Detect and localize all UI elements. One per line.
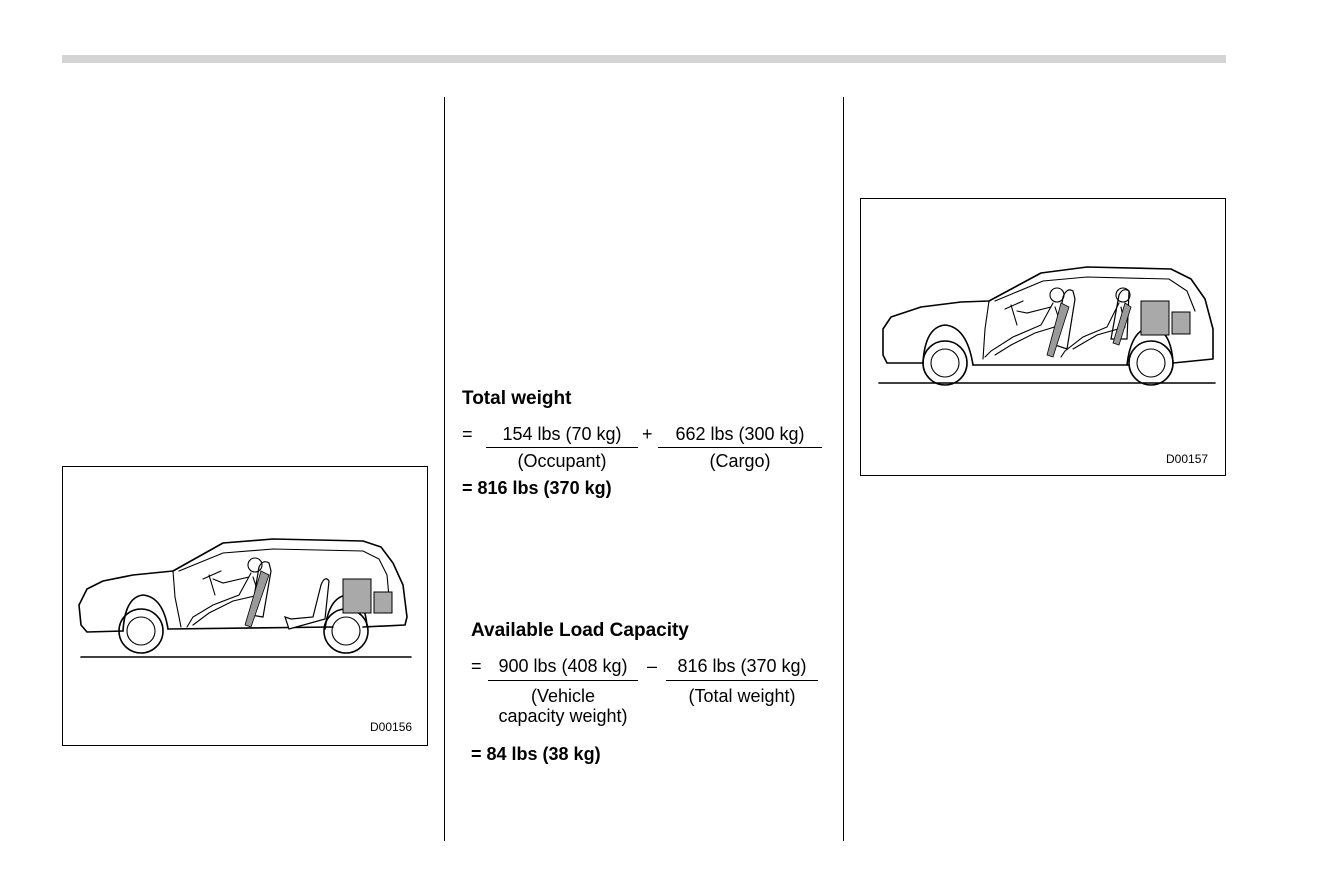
- car-illustration-driver-cargo: [63, 467, 427, 745]
- rear-wheel: [324, 609, 368, 653]
- figure-code: D00156: [370, 720, 413, 734]
- minus-sign: –: [647, 656, 658, 676]
- header-bar: [62, 55, 1226, 63]
- figure-code: D00157: [1166, 452, 1209, 466]
- plus-sign: +: [642, 424, 653, 444]
- figure-driver-cargo: [62, 466, 428, 746]
- total-weight-result: = 816 lbs (370 kg): [462, 478, 612, 498]
- cargo-box-large: [1141, 301, 1169, 335]
- vehicle-capacity-label: [478, 686, 648, 726]
- vehicle-label-line-1: (Vehicle: [530, 686, 596, 706]
- fraction-line: [666, 680, 818, 681]
- column-divider-2: [843, 97, 844, 841]
- equals-sign: =: [471, 656, 482, 676]
- rear-wheel: [1129, 341, 1173, 385]
- cargo-label: (Cargo): [709, 451, 771, 471]
- total-weight-label: (Total weight): [688, 686, 796, 706]
- steering-wheel: [203, 571, 221, 595]
- occupant-weight-value: 154 lbs (70 kg): [502, 424, 622, 444]
- driver-head: [1050, 288, 1064, 302]
- car-illustration-driver-passenger-cargo: [861, 199, 1225, 475]
- fraction-line: [658, 447, 822, 448]
- occupant-label: (Occupant): [517, 451, 607, 471]
- cargo-weight-value: 662 lbs (300 kg): [675, 424, 805, 444]
- fraction-line: [486, 447, 638, 448]
- cargo-box-small: [374, 592, 392, 613]
- available-load-result: = 84 lbs (38 kg): [471, 744, 601, 764]
- vehicle-label-line-2: capacity weight): [498, 706, 628, 726]
- column-divider-1: [444, 97, 445, 841]
- cargo-box-large: [343, 579, 371, 613]
- available-load-title: Available Load Capacity: [471, 620, 689, 641]
- total-weight-value: 816 lbs (370 kg): [677, 656, 807, 676]
- steering-wheel: [1005, 301, 1023, 325]
- equals-sign: =: [462, 424, 473, 444]
- total-weight-title: Total weight: [462, 388, 572, 409]
- vehicle-capacity-value: 900 lbs (408 kg): [498, 656, 628, 676]
- rear-seat: [285, 579, 329, 629]
- front-wheel: [119, 609, 163, 653]
- fraction-line: [488, 680, 638, 681]
- figure-driver-passenger-cargo: [860, 198, 1226, 476]
- front-wheel: [923, 341, 967, 385]
- cargo-box-small: [1172, 312, 1190, 334]
